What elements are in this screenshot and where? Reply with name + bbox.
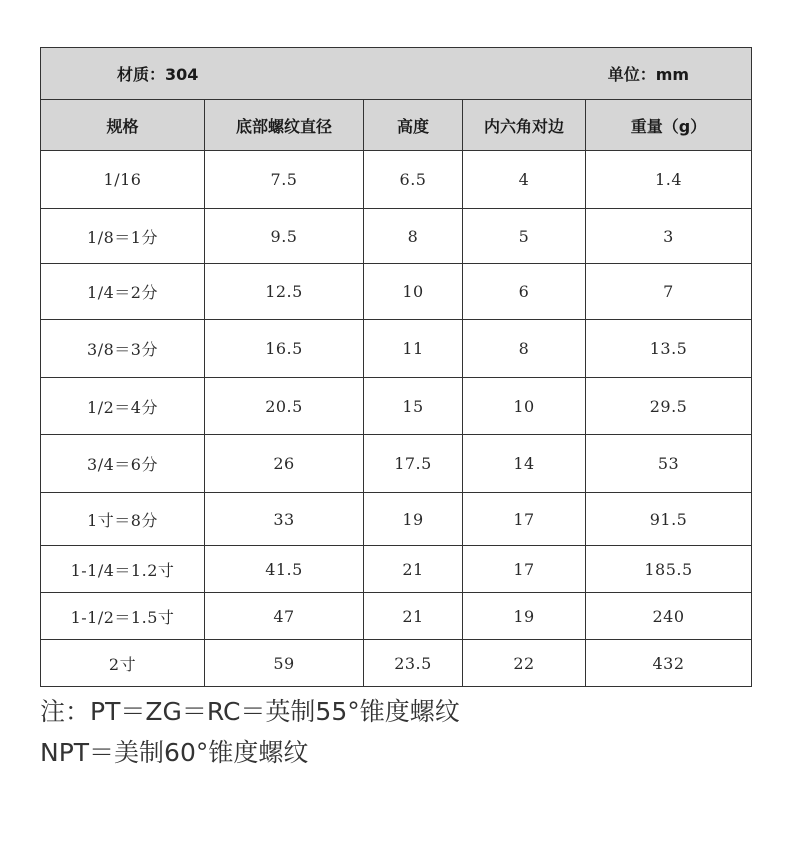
header-height: 高度 [364,100,463,151]
cell-spec: 3/4＝6分 [41,435,205,493]
cell-hex-size: 5 [463,209,586,264]
table-row [41,493,752,546]
spec-table [40,47,752,687]
cell-height: 19 [364,493,463,546]
cell-spec: 1/4＝2分 [41,264,205,320]
cell-hex-size: 8 [463,320,586,378]
cell-spec: 2寸 [41,640,205,687]
cell-spec: 1/8＝1分 [41,209,205,264]
cell-height: 21 [364,546,463,593]
note-pt-thread: 注：PT＝ZG＝RC＝英制55°锥度螺纹 [40,697,460,726]
cell-spec: 1寸＝8分 [41,493,205,546]
meta-row [41,48,752,100]
table-row [41,151,752,209]
cell-hex-size: 19 [463,593,586,640]
table-row [41,640,752,687]
table-row [41,435,752,493]
cell-weight: 185.5 [586,546,752,593]
cell-hex-size: 4 [463,151,586,209]
cell-height: 15 [364,378,463,435]
header-weight: 重量（g） [586,100,752,151]
meta-cell [41,48,752,100]
cell-hex-size: 17 [463,546,586,593]
cell-height: 6.5 [364,151,463,209]
header-thread-diameter: 底部螺纹直径 [205,100,364,151]
cell-spec: 3/8＝3分 [41,320,205,378]
cell-weight: 91.5 [586,493,752,546]
cell-thread-diameter: 59 [205,640,364,687]
cell-weight: 432 [586,640,752,687]
cell-hex-size: 14 [463,435,586,493]
cell-hex-size: 6 [463,264,586,320]
cell-spec: 1-1/4＝1.2寸 [41,546,205,593]
unit-label: 单位：mm [607,65,690,84]
cell-height: 17.5 [364,435,463,493]
cell-weight: 3 [586,209,752,264]
header-spec: 规格 [41,100,205,151]
cell-height: 21 [364,593,463,640]
note-npt-thread: NPT＝美制60°锥度螺纹 [40,738,309,767]
cell-hex-size: 22 [463,640,586,687]
cell-weight: 1.4 [586,151,752,209]
material-label: 材质：304 [117,65,199,84]
header-hex-size: 内六角对边 [463,100,586,151]
cell-thread-diameter: 12.5 [205,264,364,320]
cell-weight: 7 [586,264,752,320]
cell-spec: 1/16 [41,151,205,209]
table-row [41,209,752,264]
cell-weight: 240 [586,593,752,640]
cell-height: 8 [364,209,463,264]
cell-hex-size: 10 [463,378,586,435]
cell-thread-diameter: 33 [205,493,364,546]
table-row [41,320,752,378]
cell-hex-size: 17 [463,493,586,546]
cell-thread-diameter: 47 [205,593,364,640]
cell-thread-diameter: 7.5 [205,151,364,209]
cell-weight: 53 [586,435,752,493]
cell-thread-diameter: 20.5 [205,378,364,435]
table-row [41,546,752,593]
cell-thread-diameter: 16.5 [205,320,364,378]
table-row [41,378,752,435]
cell-thread-diameter: 26 [205,435,364,493]
cell-height: 10 [364,264,463,320]
cell-spec: 1-1/2＝1.5寸 [41,593,205,640]
cell-height: 23.5 [364,640,463,687]
cell-thread-diameter: 9.5 [205,209,364,264]
table-row [41,593,752,640]
table-row [41,264,752,320]
header-row [41,100,752,151]
cell-thread-diameter: 41.5 [205,546,364,593]
cell-weight: 13.5 [586,320,752,378]
cell-spec: 1/2＝4分 [41,378,205,435]
cell-height: 11 [364,320,463,378]
cell-weight: 29.5 [586,378,752,435]
